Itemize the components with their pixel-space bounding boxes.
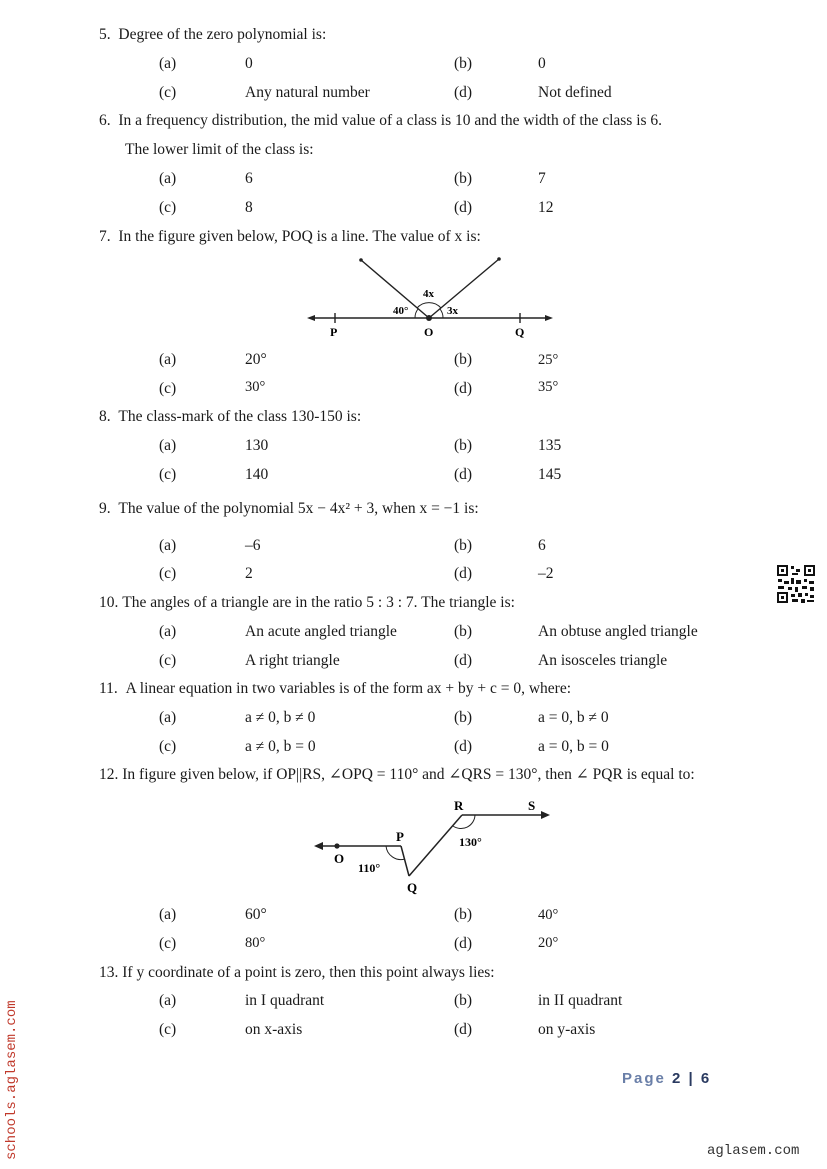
option-label: (a) [159,537,177,554]
option-value: 30° [245,379,266,395]
option-label: (b) [454,623,473,640]
option-value: An isosceles triangle [538,652,668,669]
option-value: An acute angled triangle [245,623,397,640]
option-label: (b) [454,437,473,454]
option-value: 130 [245,437,269,454]
option-value: 140 [245,466,269,483]
option-label: (d) [454,199,473,216]
option-label: (c) [159,738,177,755]
option-label: (a) [159,906,177,923]
option-label: (c) [159,199,177,216]
option-value: 145 [538,466,562,483]
option-label: (d) [454,380,473,397]
page-number: Page 2 | 6 [622,1070,712,1087]
option-label: (c) [159,652,177,669]
question-12: 12. In figure given below, if OP||RS, ∠OPQ = 110° and ∠QRS = 130°, then ∠ PQR is equal to: [99,766,695,783]
angle-label: 4x [423,288,434,300]
question-8: 8. The class-mark of the class 130-150 is: [99,408,362,425]
point-label: O [334,851,345,866]
option-label: (b) [454,709,473,726]
option-value: 0 [538,55,546,72]
option-value: in II quadrant [538,992,623,1009]
option-value: Not defined [538,84,612,101]
option-value: a ≠ 0, b = 0 [245,738,316,755]
option-label: (a) [159,992,177,1009]
option-value: 80° [245,935,266,951]
option-label: (c) [159,565,177,582]
option-value: 20° [245,351,267,368]
angle-label: 3x [447,305,458,317]
option-label: (c) [159,466,177,483]
option-value: 35° [538,379,559,395]
option-value: 20° [538,935,559,951]
option-label: (d) [454,565,473,582]
figure-12-parallel-lines [310,795,555,895]
option-value: Any natural number [245,84,370,101]
figure-7-angles-on-line [305,250,555,342]
option-value: 40° [538,907,559,923]
option-label: (c) [159,935,177,952]
question-13: 13. If y coordinate of a point is zero, then this point always lies: [99,964,495,981]
option-label: (b) [454,992,473,1009]
angle-label: 130° [459,835,482,849]
option-value: on y-axis [538,1021,596,1038]
option-value: 135 [538,437,562,454]
option-value: in I quadrant [245,992,325,1009]
option-label: (a) [159,55,177,72]
option-value: 7 [538,170,546,187]
question-6: 6. In a frequency distribution, the mid value of a class is 10 and the width of the class is 6. [99,112,663,129]
option-value: a ≠ 0, b ≠ 0 [245,709,316,726]
option-label: (c) [159,1021,177,1038]
point-label: P [396,829,404,844]
option-value: a = 0, b = 0 [538,738,609,755]
option-value: 60° [245,906,267,923]
point-label: P [330,325,338,339]
option-value: 0 [245,55,253,72]
angle-label: 110° [358,861,381,875]
option-label: (d) [454,1021,473,1038]
option-value: on x-axis [245,1021,303,1038]
point-label: O [424,325,434,339]
option-value: a = 0, b ≠ 0 [538,709,609,726]
option-value: –6 [245,537,261,554]
question-11: 11. A linear equation in two variables is of the form ax + by + c = 0, where: [99,680,572,697]
point-label: Q [515,325,525,339]
option-value: An obtuse angled triangle [538,623,698,640]
question-9: 9. The value of the polynomial 5x − 4x² + 3, when x = −1 is: [99,500,479,517]
option-value: 2 [245,565,253,582]
question-10: 10. The angles of a triangle are in the ratio 5 : 3 : 7. The triangle is: [99,594,515,611]
option-label: (b) [454,55,473,72]
option-label: (a) [159,623,177,640]
option-value: 25° [538,352,559,368]
option-value: 8 [245,199,253,216]
option-label: (a) [159,709,177,726]
option-label: (d) [454,652,473,669]
angle-label: 40° [393,305,409,317]
option-label: (c) [159,380,177,397]
point-label: R [454,798,464,813]
watermark-url: schools.aglasem.com [4,1000,20,1160]
option-value: 6 [245,170,253,187]
option-label: (d) [454,738,473,755]
option-label: (d) [454,466,473,483]
option-value: –2 [538,565,554,582]
option-label: (b) [454,906,473,923]
option-label: (d) [454,935,473,952]
option-label: (b) [454,170,473,187]
option-label: (a) [159,437,177,454]
option-label: (b) [454,351,473,368]
option-label: (c) [159,84,177,101]
point-label: Q [407,880,418,895]
qr-code-icon [776,564,816,604]
option-value: 12 [538,199,554,216]
option-label: (a) [159,170,177,187]
option-label: (d) [454,84,473,101]
option-label: (a) [159,351,177,368]
option-value: 6 [538,537,546,554]
question-7: 7. In the figure given below, POQ is a line. The value of x is: [99,228,481,245]
option-value: A right triangle [245,652,340,669]
point-label: S [528,798,536,813]
corner-url: aglasem.com [707,1143,800,1159]
option-label: (b) [454,537,473,554]
question-5: 5. Degree of the zero polynomial is: [99,26,327,43]
question-6-continued: The lower limit of the class is: [125,141,314,158]
